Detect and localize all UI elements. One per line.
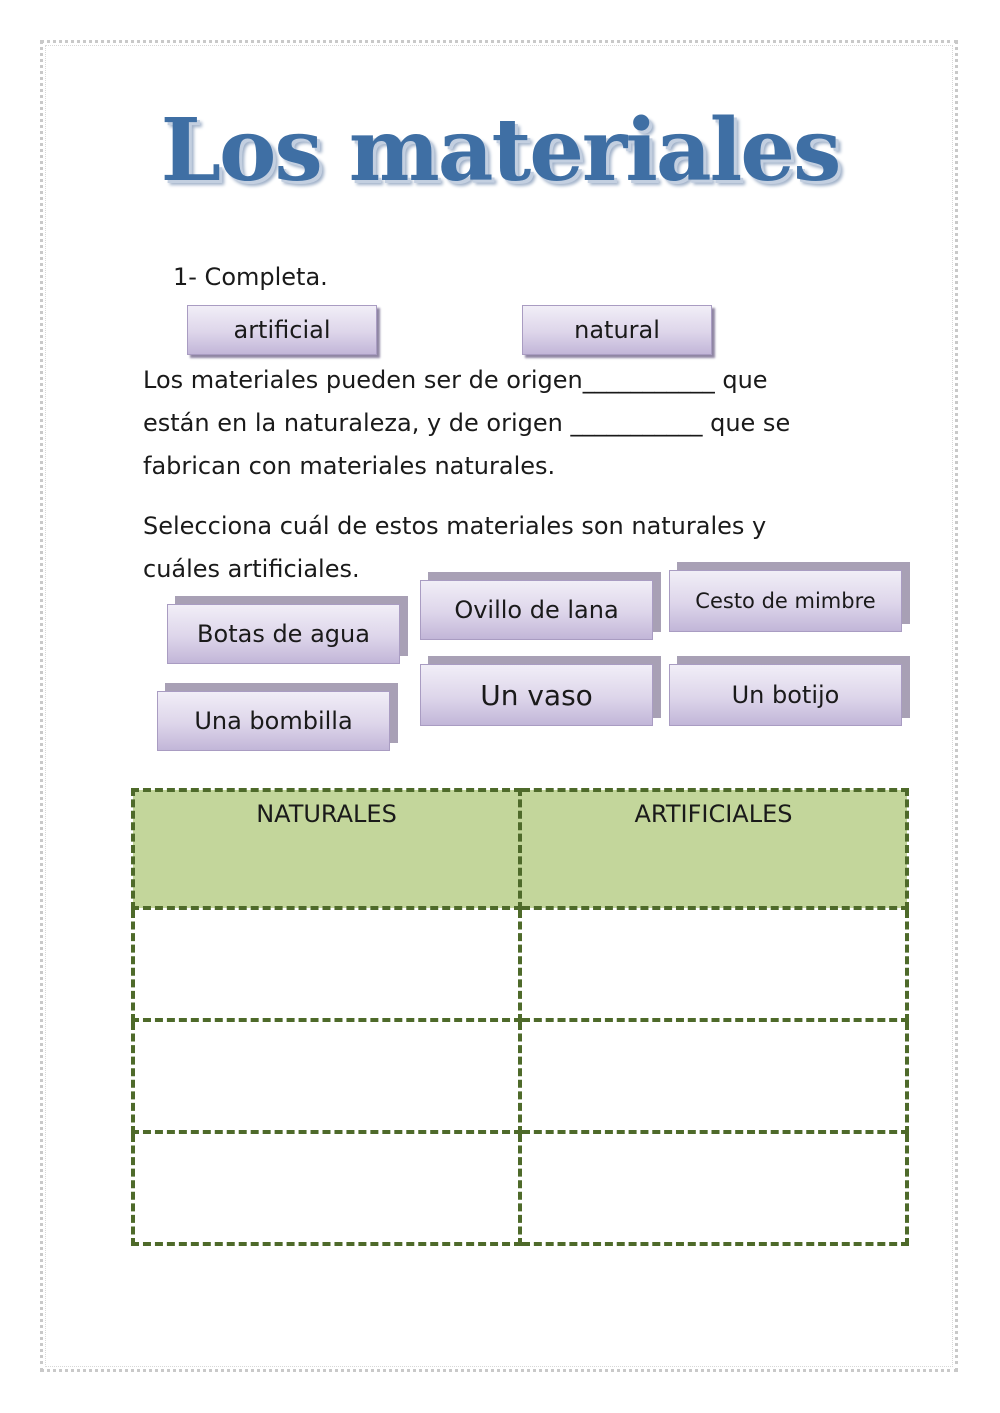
option-chip-natural[interactable]: natural	[522, 305, 712, 355]
instruction-line-1: Selecciona cuál de estos materiales son naturales y	[143, 512, 767, 540]
exercise1-heading: 1- Completa.	[173, 263, 328, 291]
sentence-line-2: están en la naturaleza, y de origen ___________ que se	[143, 409, 791, 437]
column-header-naturales: NATURALES	[133, 790, 520, 908]
drop-cell-artificiales[interactable]	[520, 908, 907, 1020]
column-header-artificiales: ARTIFICIALES	[520, 790, 907, 908]
drop-cell-naturales[interactable]	[133, 908, 520, 1020]
draggable-item-ovillo-de-lana[interactable]: Ovillo de lana	[420, 580, 653, 640]
sentence-line-3: fabrican con materiales naturales.	[143, 452, 556, 480]
drop-cell-naturales[interactable]	[133, 1020, 520, 1132]
sentence-line-1: Los materiales pueden ser de origen___________ que	[143, 366, 768, 394]
classification-table	[131, 788, 909, 1246]
drop-cell-artificiales[interactable]	[520, 1132, 907, 1244]
draggable-item-botas-de-agua[interactable]: Botas de agua	[167, 604, 400, 664]
draggable-item-un-vaso[interactable]: Un vaso	[420, 664, 653, 726]
drop-cell-artificiales[interactable]	[520, 1020, 907, 1132]
page-title: Los materiales	[160, 100, 840, 201]
draggable-item-una-bombilla[interactable]: Una bombilla	[157, 691, 390, 751]
instruction-line-2: cuáles artificiales.	[143, 555, 360, 583]
draggable-item-un-botijo[interactable]: Un botijo	[669, 664, 902, 726]
drop-cell-naturales[interactable]	[133, 1132, 520, 1244]
option-chip-artificial[interactable]: artificial	[187, 305, 377, 355]
draggable-item-cesto-de-mimbre[interactable]: Cesto de mimbre	[669, 570, 902, 632]
